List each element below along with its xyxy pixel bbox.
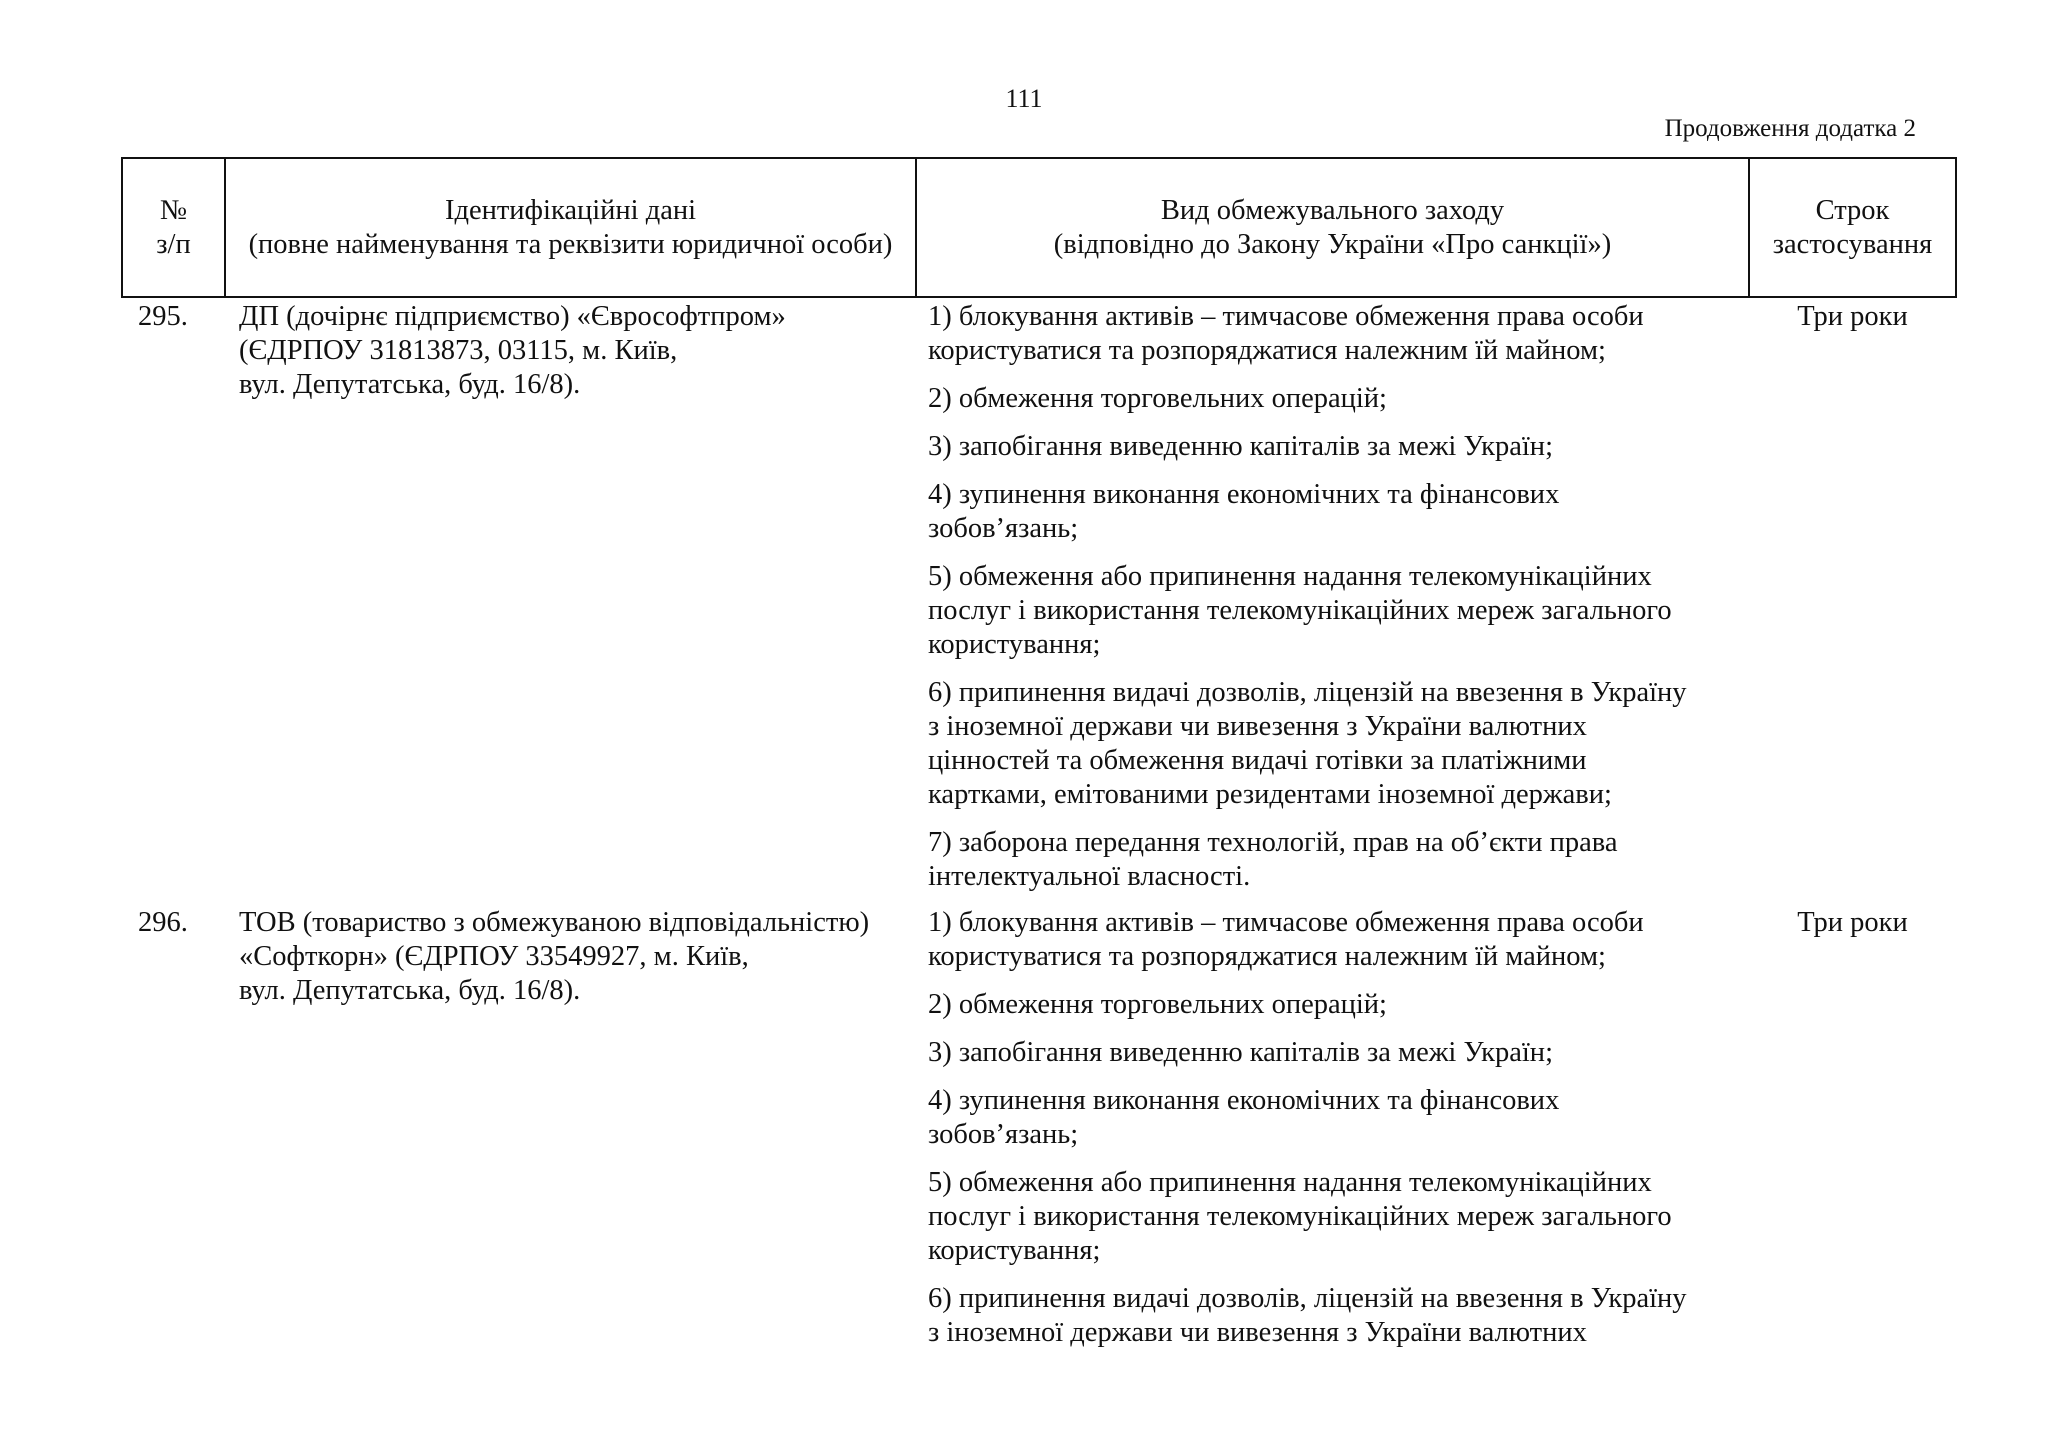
header-term [1749,158,1956,297]
measure-item: 5) обмеження або припинення надання телекомунікаційних послуг і використання телекомунікаційних мереж загального користування; [928,1167,1672,1266]
table-row [122,904,1956,1360]
table-row [122,297,1956,904]
header-measure-type-text: Вид обмежувального заходу (відповідно до Закону України «Про санкції») [1053,194,1612,260]
measure-item: 1) блокування активів – тимчасове обмеження права особи користуватися та розпоряджатися належним їй майном; [928,907,1644,972]
measure-item: 7) заборона передання технологій, прав на об’єкти права інтелектуальної власності. [928,827,1618,892]
header-identification [225,158,916,297]
entry-measures [916,297,1749,904]
header-number-text: № з/п [156,194,191,260]
entry-identification [225,904,916,1360]
measure-item: 3) запобігання виведенню капіталів за межі Україн; [928,1037,1553,1068]
sanctions-table [121,157,1957,1360]
measure-item: 4) зупинення виконання економічних та фінансових зобов’язань; [928,479,1560,544]
entry-term: Три роки [1797,301,1908,332]
measure-item: 2) обмеження торговельних операцій; [928,989,1387,1020]
measure-item: 3) запобігання виведенню капіталів за межі Україн; [928,431,1553,462]
entry-term: Три роки [1797,907,1908,938]
measure-item: 4) зупинення виконання економічних та фінансових зобов’язань; [928,1085,1560,1150]
header-measure-type [916,158,1749,297]
table-header-row [122,158,1956,297]
page-number: 111 [1005,84,1043,113]
measure-item: 6) припинення видачі дозволів, ліцензій на ввезення в Україну з іноземної держави чи вивезення з України валютних цінностей та обмеження видачі готівки за платіжними картками, емітованими резидентами іноземної держави; [928,677,1687,810]
entry-identification-text: ДП (дочірнє підприємство) «Єврософтпром» (ЄДРПОУ 31813873, 03115, м. Київ, вул. Депутатська, буд. 16/8). [239,301,786,400]
entry-number: 295. [138,301,188,332]
header-term-text: Строк застосування [1772,194,1933,260]
measure-item: 1) блокування активів – тимчасове обмеження права особи користуватися та розпоряджатися належним їй майном; [928,301,1644,366]
entry-identification-text: ТОВ (товариство з обмежуваною відповідальністю) «Софткорн» (ЄДРПОУ 33549927, м. Київ, вул. Депутатська, буд. 16/8). [239,907,870,1006]
entry-measures [916,904,1749,1360]
appendix-continuation-label: Продовження додатка 2 [1664,115,1916,142]
header-number [122,158,225,297]
measure-item: 6) припинення видачі дозволів, ліцензій на ввезення в Україну з іноземної держави чи вивезення з України валютних [928,1283,1687,1348]
entry-number: 296. [138,907,188,938]
measure-item: 5) обмеження або припинення надання телекомунікаційних послуг і використання телекомунікаційних мереж загального користування; [928,561,1672,660]
entry-identification [225,297,916,904]
header-identification-text: Ідентифікаційні дані (повне найменування та реквізити юридичної особи) [248,194,893,260]
measure-item: 2) обмеження торговельних операцій; [928,383,1387,414]
